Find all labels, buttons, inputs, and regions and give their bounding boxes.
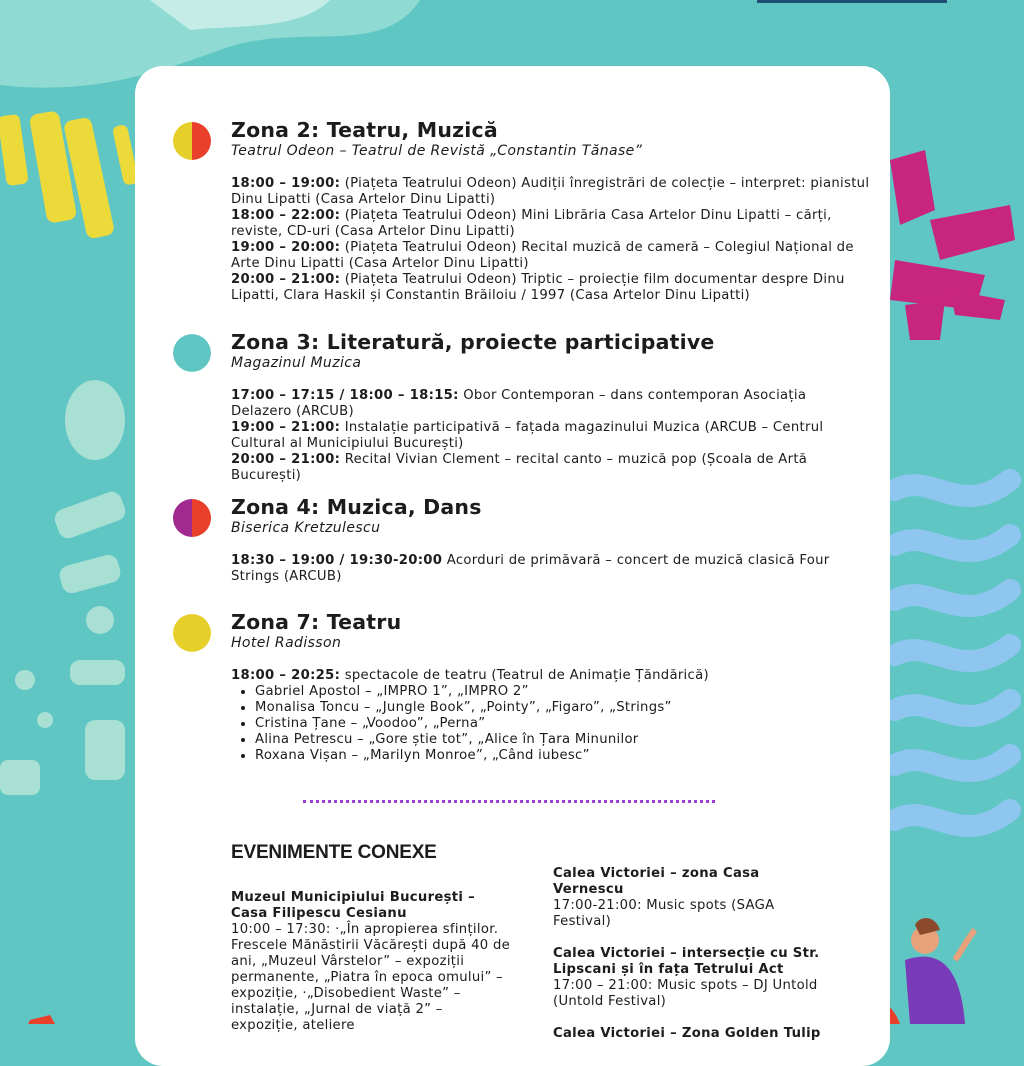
zone-subtitle: Hotel Radisson — [231, 635, 342, 651]
right-wave-pattern — [895, 480, 1010, 826]
bottom-left-red-shape — [28, 1015, 55, 1024]
conexe-location: Calea Victoriei – zona Casa Vernescu — [553, 866, 760, 897]
half-yellow-red-circle-icon — [173, 122, 211, 160]
conexe-item — [553, 866, 823, 930]
event-item — [231, 668, 871, 684]
event-item — [231, 176, 871, 208]
conexe-left-column — [231, 890, 511, 1050]
event-text: Obor Contemporan – dans contemporan Asociația Delazero (ARCUB) — [231, 388, 807, 419]
left-swirl-pattern — [0, 380, 128, 795]
event-text: Recital Vivian Clement – recital canto – muzică pop (Școala de Artă București) — [231, 452, 808, 483]
event-item — [231, 240, 871, 272]
event-item — [231, 553, 871, 585]
section-title: EVENIMENTE CONEXE — [231, 842, 437, 863]
list-item: • Gabriel Apostol – „IMPRO 1”, „IMPRO 2” — [255, 684, 871, 700]
event-time: 18:00 – 22:00: — [231, 208, 341, 223]
conexe-location: Muzeul Municipiului București – Casa Filipescu Cesianu — [231, 890, 476, 921]
zone-events — [231, 668, 871, 764]
zone-subtitle: Magazinul Muzica — [231, 355, 362, 371]
zone-title: Zona 3: Literatură, proiecte participative — [231, 330, 715, 354]
event-text: (Piațeta Teatrului Odeon) Audiții înregistrări de colecție – interpret: pianistul Dinu Lipatti (Casa Artelor Dinu Lipatti) — [231, 176, 870, 207]
half-purple-red-circle-icon — [173, 499, 211, 537]
zone-title: Zona 4: Muzica, Dans — [231, 495, 482, 519]
conexe-text: 17:00 – 21:00: Music spots – DJ Untold (Untold Festival) — [553, 978, 818, 1009]
shows-list — [231, 684, 871, 764]
zone-7-section — [231, 610, 871, 764]
list-item: • Alina Petrescu – „Gore știe tot”, „Alice în Țara Minunilor — [255, 732, 871, 748]
event-item — [231, 208, 871, 240]
zone-2-section — [231, 118, 871, 304]
top-accent-bar — [757, 0, 947, 3]
zone-events — [231, 553, 871, 585]
zone-4-section — [231, 495, 871, 585]
zone-title: Zona 2: Teatru, Muzică — [231, 118, 498, 142]
event-text: (Piațeta Teatrului Odeon) Triptic – proiecție film documentar despre Dinu Lipatti, Clara Haskil și Constantin Brăiloiu / 1997 (Casa Artelor Dinu Lipatti) — [231, 272, 845, 303]
event-text: Acorduri de primăvară – concert de muzică clasică Four Strings (ARCUB) — [231, 553, 830, 584]
event-time: 18:00 – 20:25: — [231, 668, 341, 683]
event-time: 17:00 – 17:15 / 18:00 – 18:15: — [231, 388, 459, 403]
event-time: 19:00 – 21:00: — [231, 420, 341, 435]
conexe-item — [553, 946, 823, 1010]
event-item — [231, 272, 871, 304]
event-text: (Piațeta Teatrului Odeon) Recital muzică de cameră – Colegiul Național de Arte Dinu Lipatti (Casa Artelor Dinu Lipatti) — [231, 240, 854, 271]
dotted-divider — [303, 800, 715, 803]
event-text: Instalație participativă – fațada magazinului Muzica (ARCUB – Centrul Cultural al Municipiului București) — [231, 420, 824, 451]
conexe-right-column — [553, 866, 823, 1058]
event-text: spectacole de teatru (Teatrul de Animație Țăndărică) — [340, 668, 709, 683]
teal-circle-icon — [173, 334, 211, 372]
event-time: 18:00 – 19:00: — [231, 176, 341, 191]
event-item — [231, 452, 871, 484]
conexe-location: Calea Victoriei – intersecție cu Str. Lipscani și în fața Tetrului Act — [553, 946, 820, 977]
event-text: (Piațeta Teatrului Odeon) Mini Librăria Casa Artelor Dinu Lipatti – cărți, reviste, CD-uri (Casa Artelor Dinu Lipatti) — [231, 208, 832, 239]
zone-subtitle: Teatrul Odeon – Teatrul de Revistă „Constantin Tănase” — [231, 143, 643, 159]
magenta-pattern — [890, 150, 1015, 340]
yellow-circle-icon — [173, 614, 211, 652]
event-time: 18:30 – 19:00 / 19:30-20:00 — [231, 553, 443, 568]
zone-subtitle: Biserica Kretzulescu — [231, 520, 381, 536]
conexe-location: Calea Victoriei – Zona Golden Tulip — [553, 1026, 821, 1041]
zone-3-section — [231, 330, 871, 484]
conexe-item — [553, 1026, 823, 1042]
list-item: • Cristina Țane – „Voodoo”, „Perna” — [255, 716, 871, 732]
conexe-item — [231, 890, 511, 1034]
event-time: 19:00 – 20:00: — [231, 240, 341, 255]
conexe-text: 17:00-21:00: Music spots (SAGA Festival) — [553, 898, 775, 929]
yellow-pattern — [0, 110, 139, 239]
program-card — [135, 66, 890, 1066]
event-item — [231, 388, 871, 420]
zone-title: Zona 7: Teatru — [231, 610, 402, 634]
list-item: • Roxana Vișan – „Marilyn Monroe”, „Când iubesc” — [255, 748, 871, 764]
event-item — [231, 420, 871, 452]
conexe-text: 10:00 – 17:30: ·„În apropierea sfinților. Frescele Mănăstirii Văcărești după 40 de ani, „Muzeul Vârstelor” – expoziții permanente, „Piatra în epoca omului” – expoziție, ·„Disobedient Waste” – instalație, „Jurnal de viață 2” – expoziție, ateliere — [231, 922, 511, 1033]
list-item: • Monalisa Toncu – „Jungle Book”, „Pointy”, „Figaro”, „Strings” — [255, 700, 871, 716]
zone-events — [231, 176, 871, 304]
zone-events — [231, 388, 871, 484]
event-time: 20:00 – 21:00: — [231, 272, 341, 287]
event-time: 20:00 – 21:00: — [231, 452, 341, 467]
